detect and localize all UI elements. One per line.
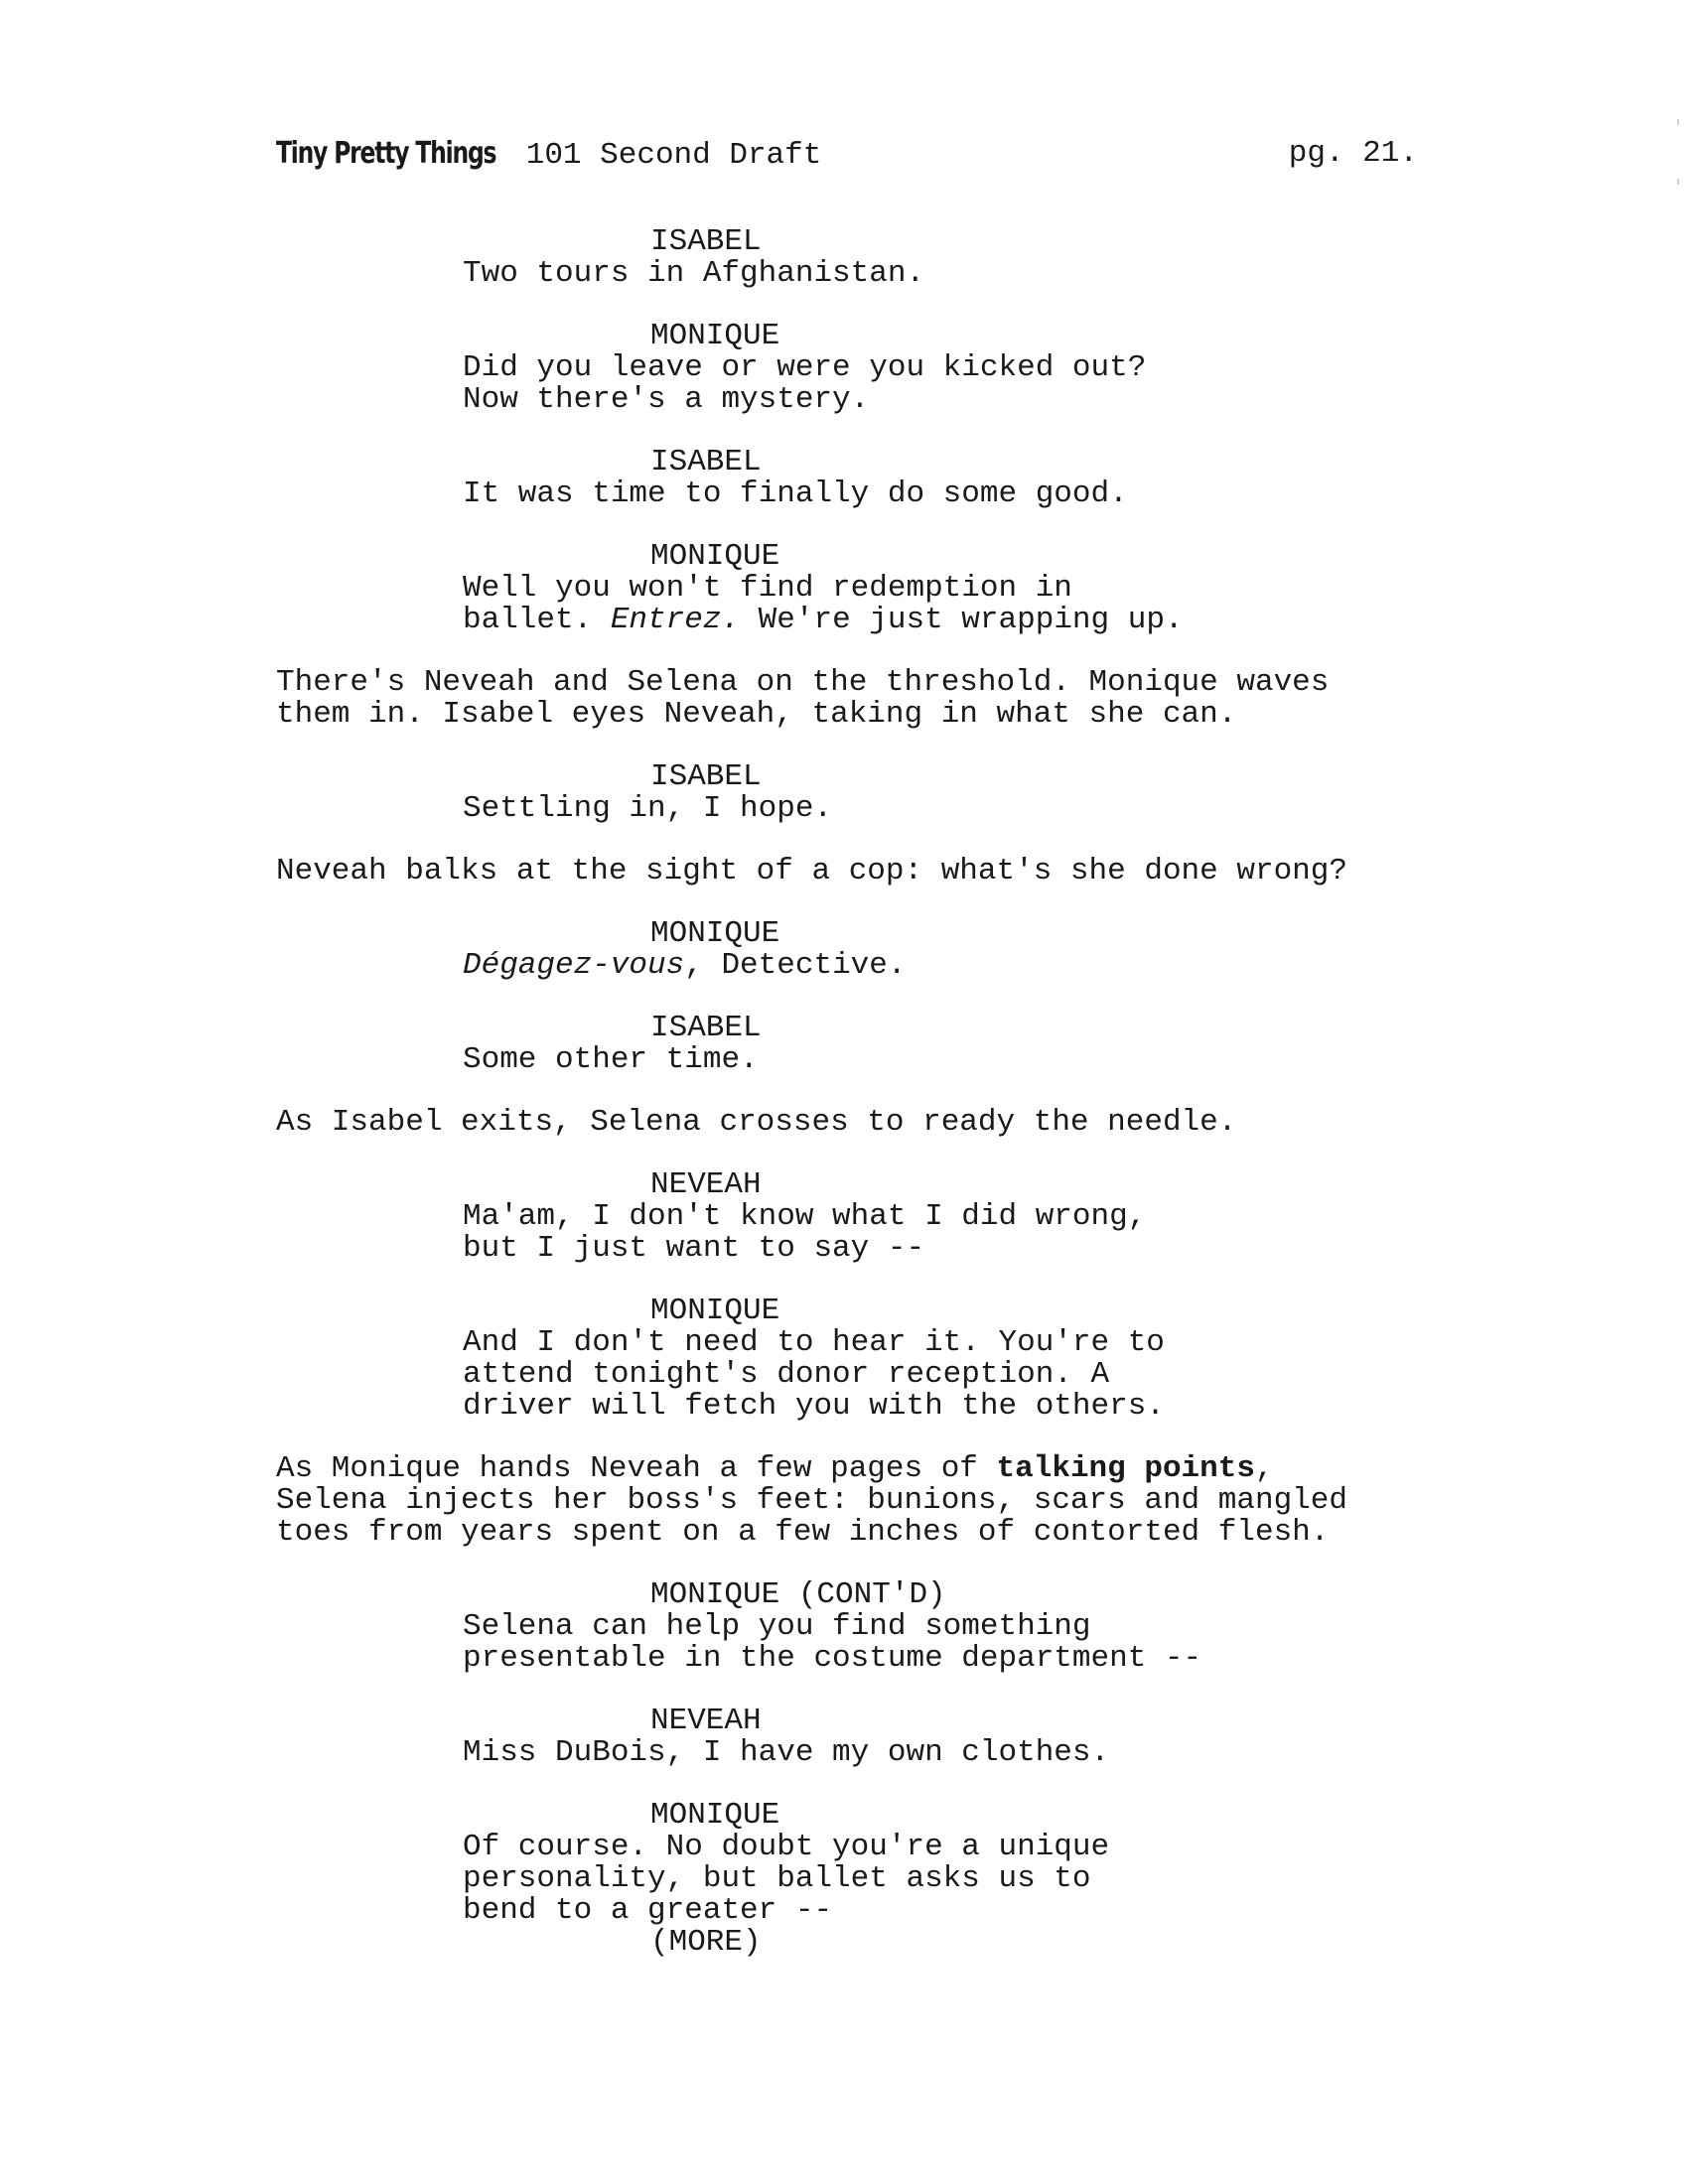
dialogue-block — [276, 1832, 1198, 1927]
dialogue-line: Now there's a mystery. — [463, 382, 870, 417]
character-cue: NEVEAH — [650, 1167, 762, 1202]
dialogue-line: And I don't need to hear it. You're to — [463, 1325, 1165, 1360]
action-line: them in. Isabel eyes Neveah, taking in what she can. — [276, 697, 1237, 732]
italic-phrase: Dégagez-vous — [463, 948, 685, 983]
action-line: Selena injects her boss's feet: bunions, scars and mangled — [276, 1483, 1347, 1518]
dialogue-block — [276, 793, 1198, 825]
page-header — [276, 138, 1418, 174]
action-block — [276, 856, 1418, 887]
action-line: toes from years spent on a few inches of contorted flesh. — [276, 1515, 1330, 1550]
dialogue-line: attend tonight's donor reception. A — [463, 1357, 1110, 1392]
character-cue: MONIQUE — [650, 1294, 780, 1328]
dialogue-line: Of course. No doubt you're a unique — [463, 1830, 1110, 1864]
action-line: There's Neveah and Selena on the threshold. Monique waves — [276, 665, 1330, 700]
character-cue: MONIQUE — [650, 916, 780, 951]
dialogue-block — [276, 605, 1198, 636]
dialogue-line: presentable in the costume department -- — [463, 1641, 1202, 1676]
dialogue-line: Dégagez-vous, Detective. — [463, 948, 907, 983]
dialogue-line: Selena can help you find something — [463, 1609, 1091, 1644]
dialogue-block — [276, 573, 1198, 605]
dialogue-line: ballet. Entrez. We're just wrapping up. — [463, 603, 1184, 637]
dialogue-line: Did you leave or were you kicked out? — [463, 350, 1147, 385]
character-cue: ISABEL — [650, 445, 762, 479]
page-number: pg. 21. — [1288, 136, 1418, 171]
scan-edge-mark — [1677, 179, 1679, 185]
draft-label: 101 Second Draft — [525, 138, 822, 173]
dialogue-block — [276, 950, 1198, 982]
dialogue-line: Ma'am, I don't know what I did wrong, — [463, 1199, 1147, 1234]
script-body — [276, 226, 1418, 1959]
dialogue-block — [276, 1737, 1198, 1769]
dialogue-line: but I just want to say -- — [463, 1231, 925, 1266]
dialogue-block — [276, 478, 1198, 510]
dialogue-line: Well you won't find redemption in — [463, 571, 1072, 606]
dialogue-line: Settling in, I hope. — [463, 791, 833, 826]
scan-edge-mark — [1677, 119, 1679, 125]
action-line: As Isabel exits, Selena crosses to ready the needle. — [276, 1105, 1237, 1140]
dialogue-block — [276, 1609, 1202, 1676]
dialogue-line: Some other time. — [463, 1042, 759, 1077]
dialogue-line: Miss DuBois, I have my own clothes. — [463, 1735, 1110, 1770]
character-cue: ISABEL — [650, 224, 762, 259]
dialogue-block — [276, 1044, 1198, 1076]
character-cue: ISABEL — [650, 1011, 762, 1045]
bold-phrase: talking points — [996, 1451, 1255, 1486]
dialogue-block — [276, 1327, 1198, 1423]
dialogue-block — [276, 352, 1198, 416]
action-line: Neveah balks at the sight of a cop: what's she done wrong? — [276, 854, 1347, 888]
character-cue: MONIQUE — [650, 1798, 780, 1833]
character-cue: ISABEL — [650, 759, 762, 794]
dialogue-line: bend to a greater -- — [463, 1893, 833, 1928]
action-line: As Monique hands Neveah a few pages of talking points, — [276, 1451, 1274, 1486]
dialogue-block — [276, 258, 1198, 290]
dialogue-line: Two tours in Afghanistan. — [463, 256, 925, 291]
dialogue-line: It was time to finally do some good. — [463, 477, 1128, 511]
dialogue-line: driver will fetch you with the others. — [463, 1389, 1165, 1424]
action-block — [276, 667, 1418, 731]
character-cue: MONIQUE — [650, 319, 780, 353]
character-cue: NEVEAH — [650, 1704, 762, 1738]
action-block — [276, 1107, 1418, 1139]
more-marker: (MORE) — [650, 1925, 762, 1960]
character-cue: MONIQUE (CONT'D) — [650, 1577, 946, 1612]
dialogue-line: personality, but ballet asks us to — [463, 1861, 1091, 1896]
show-title: Tiny Pretty Things — [276, 136, 496, 171]
italic-phrase: Entrez. — [610, 603, 741, 637]
action-block — [276, 1453, 1418, 1549]
dialogue-block — [276, 1201, 1198, 1265]
character-cue: MONIQUE — [650, 539, 780, 574]
